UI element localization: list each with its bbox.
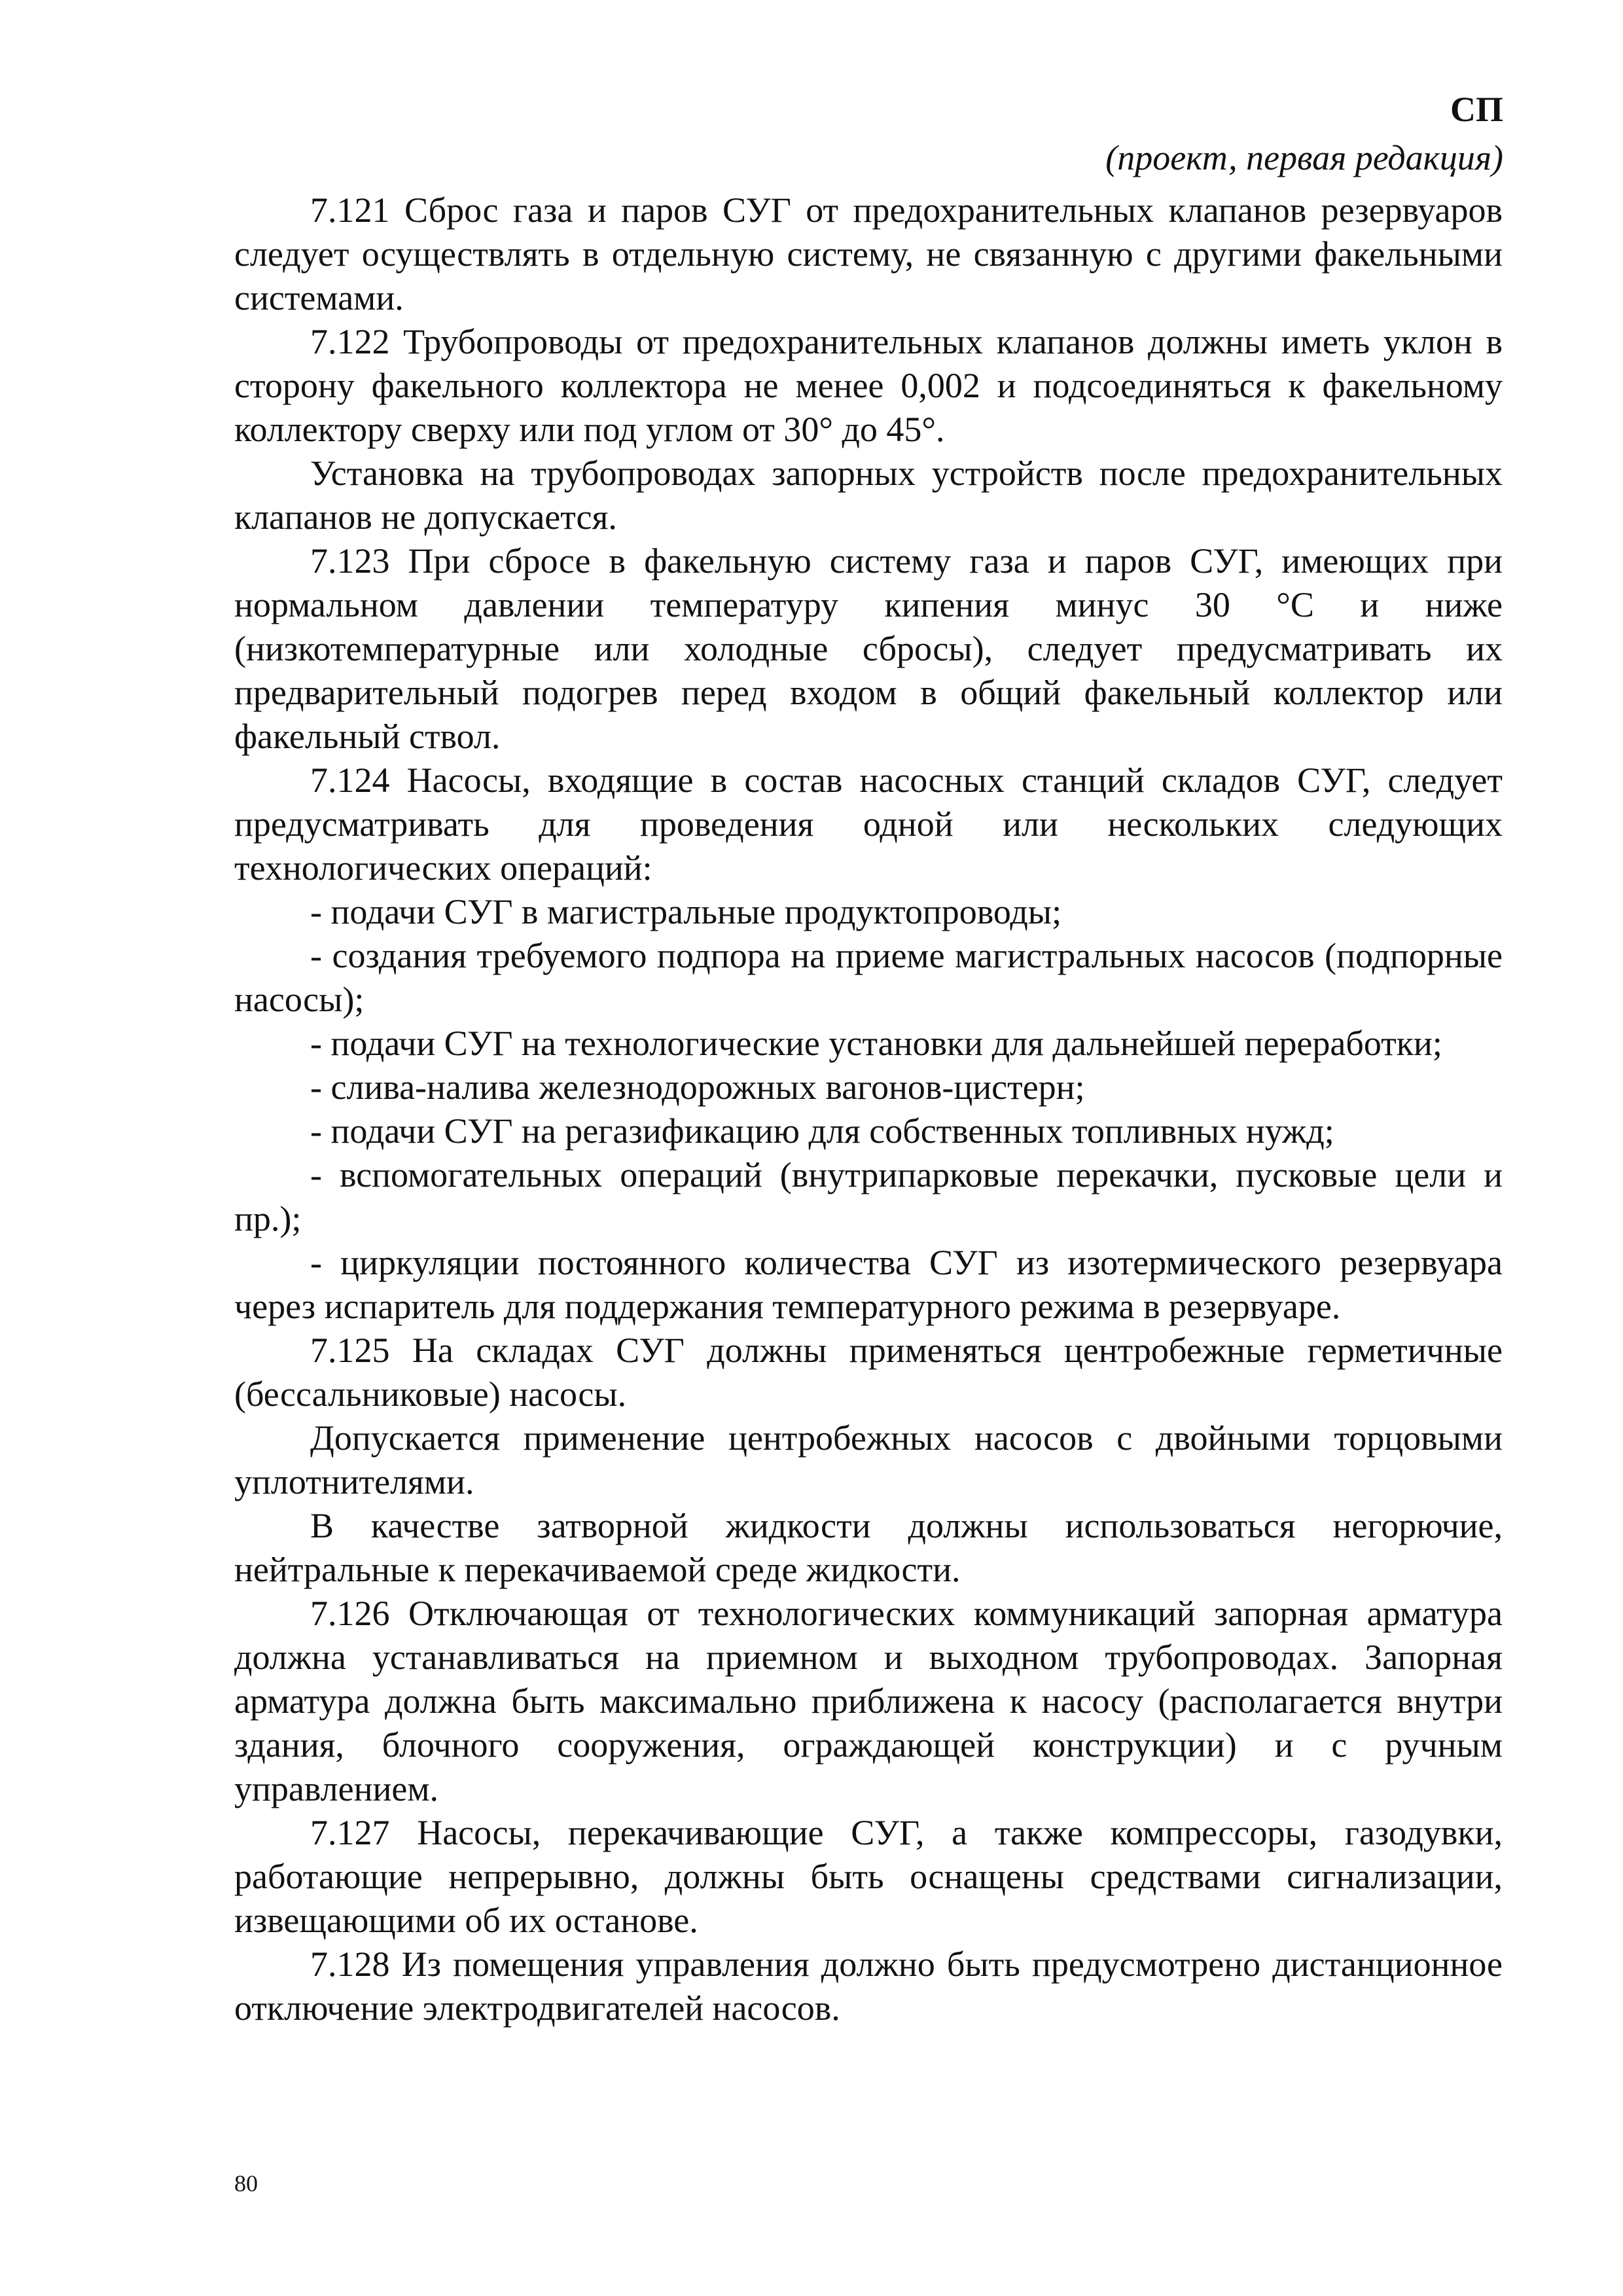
list-item: - подачи СУГ на технологические установки для дальнейшей переработки;: [310, 1024, 1442, 1063]
paragraph-7-128: 7.128 Из помещения управления должно быть предусмотрено дистанционное отключение электродвигателей насосов.: [234, 1945, 1503, 2028]
list-item: - создания требуемого подпора на приеме магистральных насосов (подпорные насосы);: [234, 936, 1503, 1019]
list-item: - циркуляции постоянного количества СУГ из изотермического резервуара через испаритель для поддержания температурного режима в резервуаре.: [234, 1243, 1503, 1326]
header-code: СП: [1450, 90, 1503, 129]
paragraph-7-121: 7.121 Сброс газа и паров СУГ от предохранительных клапанов резервуаров следует осуществлять в отдельную систему, не связанную с другими факельными системами.: [234, 190, 1503, 317]
paragraph-7-126: 7.126 Отключающая от технологических коммуникаций запорная арматура должна устанавливаться на приемном и выходном трубопроводах. Запорная арматура должна быть максимально приближена к насосу (располагается внутри здания, блочного сооружения, ограждающей конструкции) и с ручным управлением.: [234, 1594, 1503, 1808]
page-number: 80: [234, 2170, 258, 2197]
list-item: - слива-налива железнодорожных вагонов-цистерн;: [310, 1067, 1085, 1107]
list-item: - вспомогательных операций (внутрипарковые перекачки, пусковые цели и пр.);: [234, 1155, 1503, 1238]
paragraph-7-125: 7.125 На складах СУГ должны применяться центробежные герметичные (бессальниковые) насосы.: [234, 1331, 1503, 1414]
list-item: - подачи СУГ в магистральные продуктопроводы;: [310, 892, 1062, 931]
paragraph-7-122: 7.122 Трубопроводы от предохранительных клапанов должны иметь уклон в сторону факельного коллектора не менее 0,002 и подсоединяться к факельному коллектору сверху или под углом от 30° до 45°.: [234, 322, 1503, 449]
paragraph-7-123: 7.123 При сбросе в факельную систему газа и паров СУГ, имеющих при нормальном давлении температуру кипения минус 30 °С и ниже (низкотемпературные или холодные сбросы), следует предусматривать их предварительный подогрев перед входом в общий факельный коллектор или факельный ствол.: [234, 541, 1503, 756]
header-subtitle: (проект, первая редакция): [1105, 138, 1503, 177]
paragraph-sealing-liquid: В качестве затворной жидкости должны использоваться негорючие, нейтральные к перекачиваемой среде жидкости.: [234, 1506, 1503, 1589]
paragraph-double-seals: Допускается применение центробежных насосов с двойными торцовыми уплотнителями.: [234, 1418, 1503, 1501]
paragraph-valve-restriction: Установка на трубопроводах запорных устройств после предохранительных клапанов не допускается.: [234, 454, 1503, 537]
paragraph-7-124: 7.124 Насосы, входящие в состав насосных станций складов СУГ, следует предусматривать для проведения одной или нескольких следующих технологических операций:: [234, 761, 1503, 888]
list-item: - подачи СУГ на регазификацию для собственных топливных нужд;: [310, 1111, 1334, 1151]
paragraph-7-127: 7.127 Насосы, перекачивающие СУГ, а также компрессоры, газодувки, работающие непрерывно, должны быть оснащены средствами сигнализации, извещающими об их останове.: [234, 1813, 1503, 1940]
page-body: [234, 188, 1503, 2030]
